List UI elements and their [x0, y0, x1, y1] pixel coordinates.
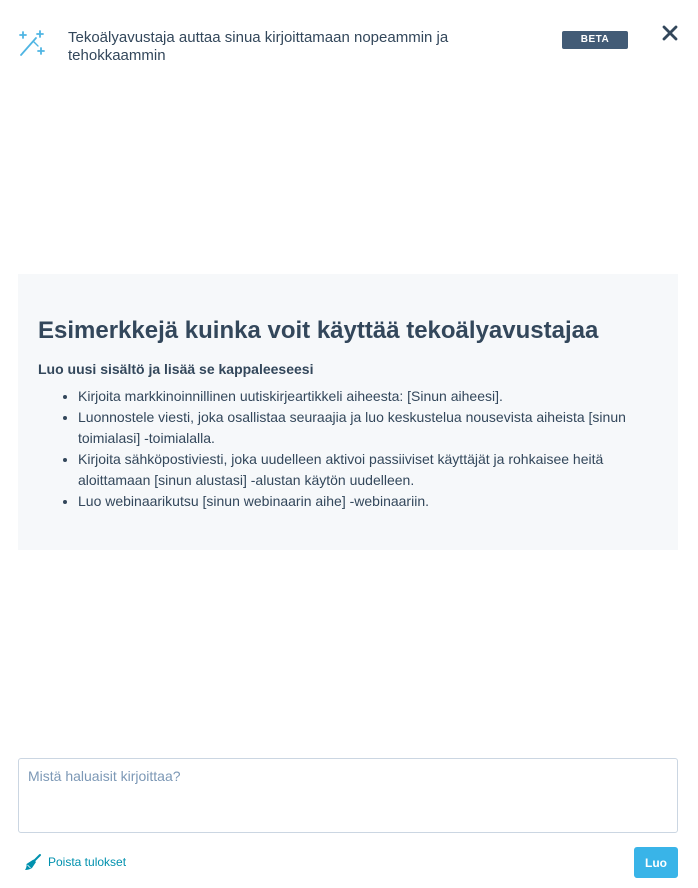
beta-badge: BETA — [562, 31, 628, 49]
examples-heading: Esimerkkejä kuinka voit käyttää tekoälyavustajaa — [38, 317, 599, 344]
prompt-input[interactable] — [18, 758, 678, 833]
clear-results-link[interactable] — [24, 852, 126, 872]
example-item: • Luonnostele viesti, joka osallistaa seuraajia ja luo keskustelua nousevista aiheista [sinun toimialasi] -toimialalla. — [78, 407, 658, 449]
example-item: • Kirjoita markkinoinnillinen uutiskirjeartikkeli aiheesta: [Sinun aiheesi]. — [78, 386, 658, 407]
create-button[interactable]: Luo — [634, 847, 678, 878]
example-item: • Kirjoita sähköpostiviesti, joka uudelleen aktivoi passiiviset käyttäjät ja rohkaisee heitä aloittamaan [sinun alustasi] -alustan käytön uudelleen. — [78, 449, 658, 491]
panel-header — [0, 0, 698, 80]
panel-title: Tekoälyavustaja auttaa sinua kirjoittamaan nopeammin ja tehokkaammin — [68, 29, 449, 64]
examples-section — [18, 274, 678, 550]
examples-subtitle: Luo uusi sisältö ja lisää se kappaleeseesi — [38, 361, 314, 377]
magic-wand-icon — [17, 29, 47, 59]
broom-icon — [24, 853, 42, 871]
clear-results-label: Poista tulokset — [48, 855, 127, 869]
close-button[interactable] — [656, 20, 684, 48]
close-icon — [656, 20, 684, 48]
examples-list — [38, 386, 658, 512]
example-item: • Luo webinaarikutsu [sinun webinaarin aihe] -webinaariin. — [78, 491, 658, 512]
